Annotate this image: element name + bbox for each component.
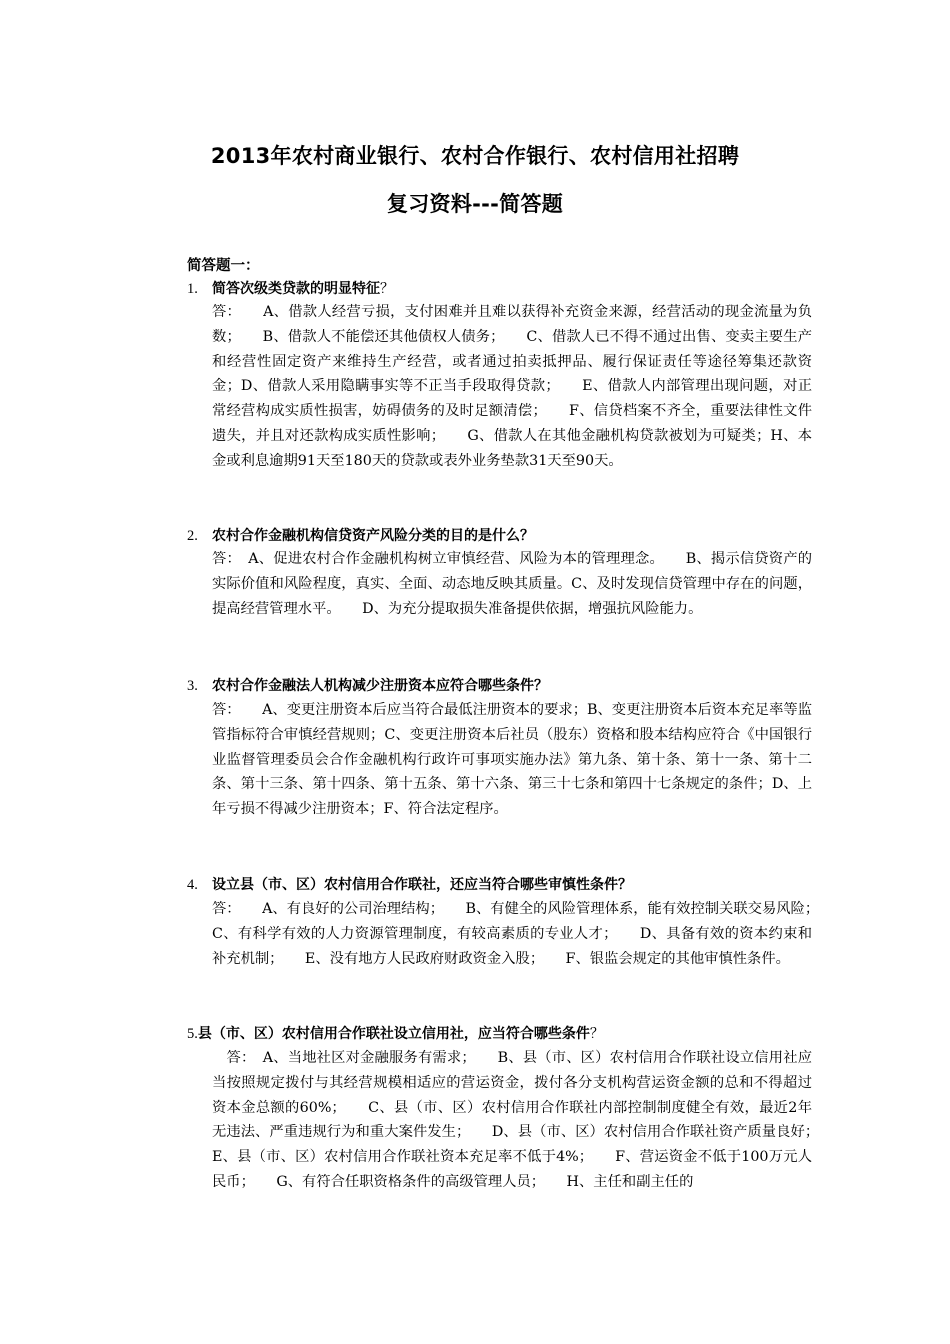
question-text: 农村合作金融法人机构减少注册资本应符合哪些条件？ xyxy=(212,678,548,694)
question-text: 农村合作金融机构信贷资产风险分类的目的是什么？ xyxy=(212,528,534,544)
answer-text: A、有良好的公司治理结构； B、有健全的风险管理体系，能有效控制关联交易风险； C、有科学有效的人力资源管理制度，有较高素质的专业人才； D、具备有效的资本约束和补充机制； E、没有地方人民政府财政资金入股； F、银监会规定的其他审慎性条件。 xyxy=(212,901,841,967)
answer-2 xyxy=(212,547,812,621)
question-text: 简答次级类贷款的明显特征 xyxy=(212,281,380,297)
question-tail: ？ xyxy=(380,281,394,297)
question-number: 3. xyxy=(187,678,198,694)
answer-lead: 答： xyxy=(212,551,234,567)
question-text: 设立县（市、区）农村信用合作联社，还应当符合哪些审慎性条件？ xyxy=(212,877,632,893)
question-number: 5. xyxy=(187,1026,198,1042)
question-tail: ？ xyxy=(589,1026,604,1042)
answer-text: A、变更注册资本后应当符合最低注册资本的要求；B、变更注册资本后资本充足率等监管指标符合审慎经营规则；C、变更注册资本后社员（股东）资格和股本结构应符合《中国银行业监督管理委员会合作金融机构行政许可事项实施办法》第九条、第十条、第十一条、第十二条、第十三条、第十四条、第十五条、第十六条、第三十七条和第四十七条规定的条件；D、上年亏损不得减少注册资本；F、符合法定程序。 xyxy=(212,702,813,818)
answer-lead: 答： xyxy=(226,1050,249,1066)
question-3 xyxy=(187,674,548,698)
answer-1 xyxy=(212,300,812,474)
question-1 xyxy=(187,277,394,301)
answer-5 xyxy=(212,1046,841,1195)
question-2 xyxy=(187,524,534,548)
question-number: 1. xyxy=(187,281,198,297)
answer-text: A、促进农村合作金融机构树立审慎经营、风险为本的管理理念。 B、揭示信贷资产的实际价值和风险程度，真实、全面、动态地反映其质量。C、及时发现信贷管理中存在的问题，提高经营管理水平。 D、为充分提取损失准备提供依据，增强抗风险能力。 xyxy=(212,551,813,617)
question-4 xyxy=(187,873,632,897)
document-title-line2: 复习资料---简答题 xyxy=(386,192,564,216)
answer-4 xyxy=(212,897,841,971)
answer-lead: 答： xyxy=(212,304,234,320)
question-5 xyxy=(187,1022,604,1046)
answer-lead: 答： xyxy=(212,702,234,718)
answer-text: A、当地社区对金融服务有需求； B、县（市、区）农村信用合作联社设立信用社应当按照规定拨付与其经营规模相适应的营运资金，拨付各分支机构营运资金额的总和不得超过资本金总额的60%； C、县（市、区）农村信用合作联社内部控制制度健全有效，最近2年无违法、严重违规行为和重大案件发生； D、县（市、区）农村信用合作联社资产质量良好； E、县（市、区）农村信用合作联社资本充足率不低于4%； F、营运资金不低于100万元人民币； G、有符合任职资格条件的高级管理人员； H、主任和副主任的 xyxy=(212,1050,841,1190)
answer-lead: 答： xyxy=(212,901,234,917)
section-label: 简答题一： xyxy=(187,258,260,274)
question-number: 2. xyxy=(187,528,198,544)
answer-3 xyxy=(212,698,812,822)
answer-text: A、借款人经营亏损，支付困难并且难以获得补充资金来源，经营活动的现金流量为负数； B、借款人不能偿还其他债权人债务； C、借款人已不得不通过出售、变卖主要生产和经营性固定资产来维持生产经营，或者通过拍卖抵押品、履行保证责任等途径筹集还款资金；D、借款人采用隐瞒事实等不正当手段取得贷款； E、借款人内部管理出现问题，对正常经营构成实质性损害，妨碍债务的及时足额清偿； F、信贷档案不齐全，重要法律性文件遗失，并且对还款构成实质性影响； G、借款人在其他金融机构贷款被划为可疑类；H、本金或利息逾期91天至180天的贷款或表外业务垫款31天至90天。 xyxy=(212,304,813,469)
question-text: 县（市、区）农村信用合作联社设立信用社，应当符合哪些条件 xyxy=(197,1026,590,1042)
question-number: 4. xyxy=(187,877,198,893)
document-title-line1: 2013年农村商业银行、农村合作银行、农村信用社招聘 xyxy=(210,144,740,168)
